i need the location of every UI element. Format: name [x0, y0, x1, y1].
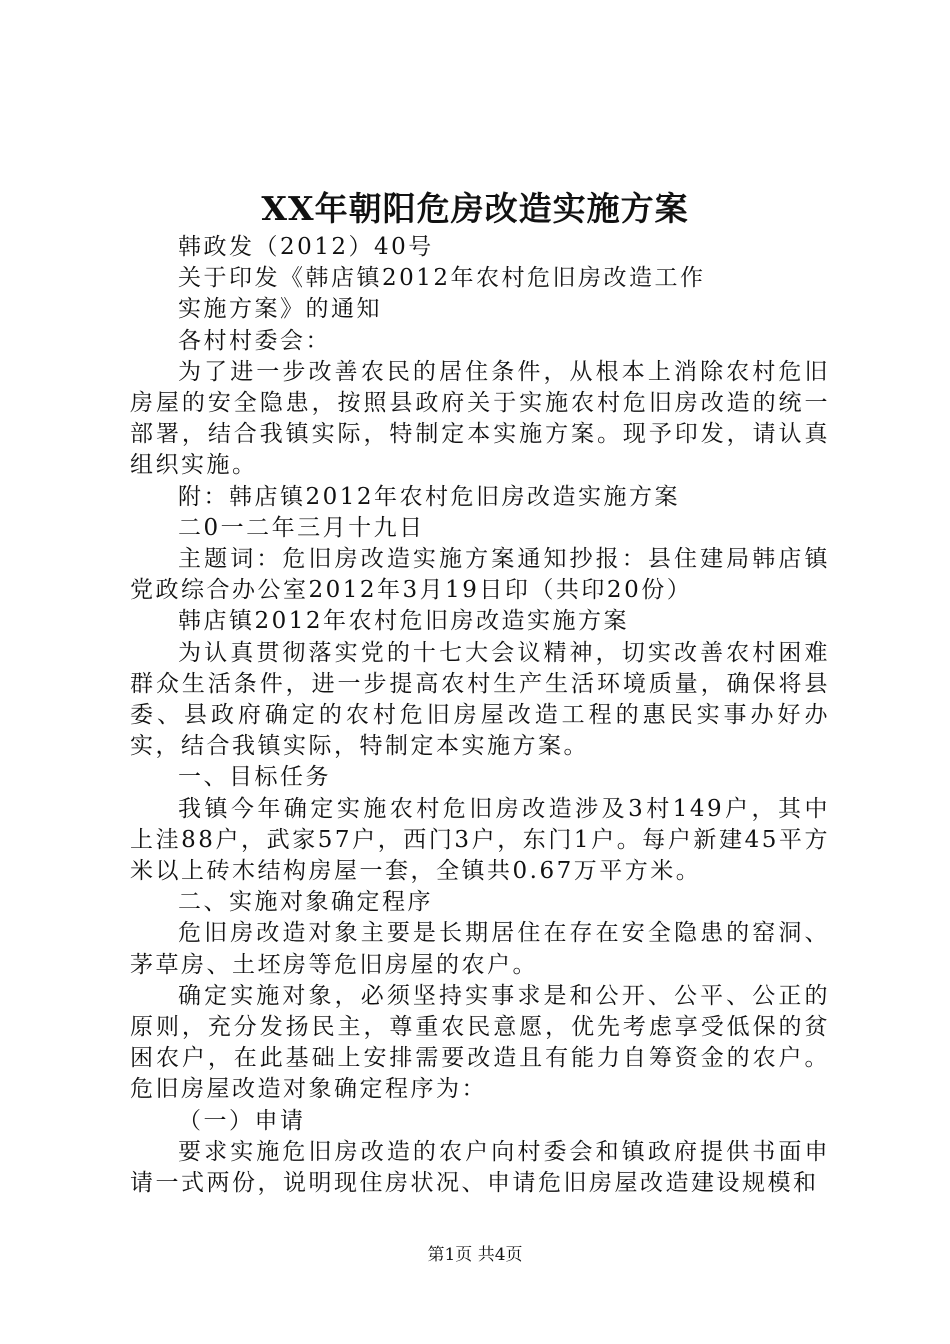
salutation: 各村村委会： [178, 327, 331, 354]
paragraph: 要求实施危旧房改造的农户向村委会和镇政府提供书面申请一式两份，说明现住房状况、申请危旧房屋改造建设规模和 [130, 1138, 830, 1197]
page-number: 第1页 共4页 [427, 1245, 523, 1265]
plan-title: 韩店镇2012年农村危旧房改造实施方案 [178, 608, 630, 635]
page-footer [0, 1243, 950, 1267]
paragraph: 为认真贯彻落实党的十七大会议精神，切实改善农村困难群众生活条件，进一步提高农村生产生活环境质量，确保将县委、县政府确定的农村危旧房屋改造工程的惠民实事办好办实，结合我镇实际，特制定本实施方案。 [130, 639, 830, 760]
document-title: XX年朝阳危房改造实施方案 [261, 189, 689, 228]
paragraph: 我镇今年确定实施农村危旧房改造涉及3村149户，其中上洼88户，武家57户，西门3户，东门1户。每户新建45平方米以上砖木结构房屋一套，全镇共0.67万平方米。 [130, 795, 830, 885]
section-heading: 二、实施对象确定程序 [178, 889, 433, 916]
subject-words: 主题词：危旧房改造实施方案通知抄报：县住建局韩店镇党政综合办公室2012年3月19日印（共印20份） [130, 546, 830, 604]
attachment-line: 附：韩店镇2012年农村危旧房改造实施方案 [178, 483, 681, 510]
subsection-heading: （一）申请 [178, 1107, 306, 1134]
paragraph: 为了进一步改善农民的居住条件，从根本上消除农村危旧房屋的安全隐患，按照县政府关于实施农村危旧房改造的统一部署，结合我镇实际，特制定本实施方案。现予印发，请认真组织实施。 [130, 358, 830, 479]
paragraph: 确定实施对象，必须坚持实事求是和公开、公平、公正的原则，充分发扬民主，尊重农民意愿，优先考虑享受低保的贫困农户，在此基础上安排需要改造且有能力自筹资金的农户。危旧房屋改造对象确定程序为： [130, 982, 830, 1103]
notice-title-line-2: 实施方案》的通知 [178, 296, 382, 323]
doc-number: 韩政发（2012）40号 [178, 234, 434, 260]
document-body [130, 232, 830, 1199]
paragraph: 危旧房改造对象主要是长期居住在存在安全隐患的窑洞、茅草房、土坯房等危旧房屋的农户。 [130, 920, 830, 978]
date-line: 二0一二年三月十九日 [178, 514, 425, 541]
section-heading: 一、目标任务 [178, 764, 331, 791]
notice-title-line-1: 关于印发《韩店镇2012年农村危旧房改造工作 [178, 265, 706, 292]
